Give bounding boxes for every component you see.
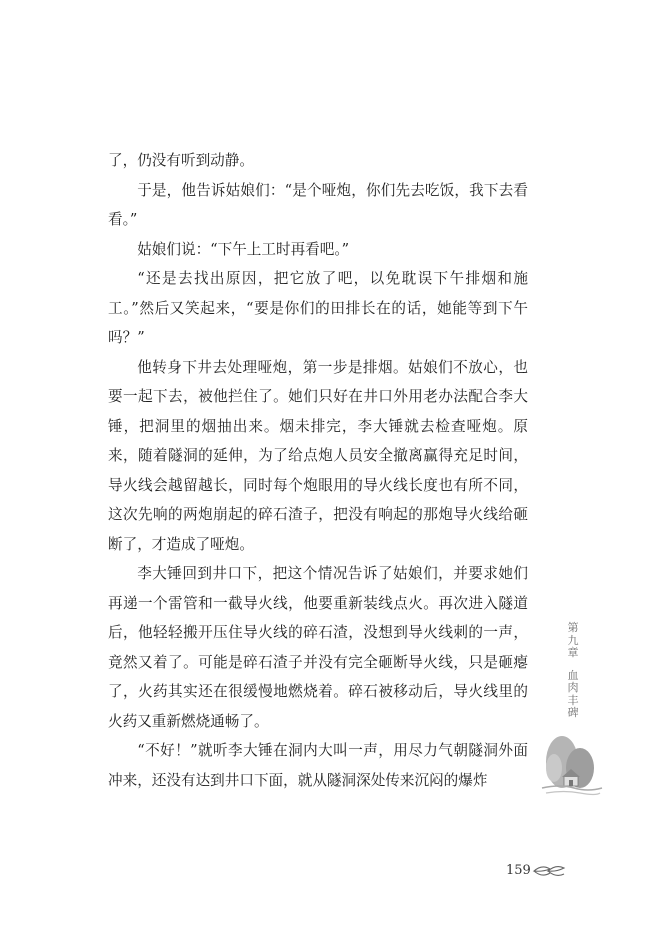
tree-house-illustration bbox=[540, 728, 604, 798]
page-number: 159 bbox=[506, 863, 531, 878]
paragraph: 于是，他告诉姑娘们：“是个哑炮，你们先去吃饭，我下去看看。” bbox=[108, 181, 528, 228]
paragraph: 了，仍没有听到动静。 bbox=[108, 152, 254, 169]
chapter-title: 血肉丰碑 bbox=[567, 668, 579, 719]
leaf-ornament-icon bbox=[532, 861, 568, 879]
paragraph: 李大锤回到井口下，把这个情况告诉了姑娘们，并要求她们再递一个雷管和一截导火线，他要重新装线点火。再次进入隧道后，他轻轻搬开压住导火线的碎石渣，没想到导火线刺的一声，竟然又着了。可能是碎石渣子并没有完全砸断导火线，只是砸瘪了，火药其实还在很缓慢地燃烧着。碎石被移动后，导火线里的火药又重新燃烧通畅了。 bbox=[108, 565, 528, 730]
running-header bbox=[566, 622, 580, 720]
paragraph: 姑娘们说：“下午上工时再看吧。” bbox=[137, 240, 350, 258]
body-text bbox=[108, 146, 528, 795]
paragraph: “还是去找出原因，把它放了吧，以免耽误下午排烟和施工。”然后又笑起来，“要是你们的田排长在的话，她能等到下午吗？” bbox=[108, 270, 528, 346]
paragraph: “不好！”就听李大锤在洞内大叫一声，用尽力气朝隧洞外面冲来，还没有达到井口下面，就从隧洞深处传来沉闷的爆炸 bbox=[108, 742, 528, 789]
paragraph: 他转身下井去处理哑炮，第一步是排烟。姑娘们不放心，也要一起下去，被他拦住了。她们只好在井口外用老办法配合李大锤，把洞里的烟抽出来。烟未排完，李大锤就去检查哑炮。原来，随着隧洞的延伸，为了给点炮人员安全撤离赢得充足时间，导火线会越留越长，同时每个炮眼用的导火线长度也有所不同，这次先响的两炮崩起的碎石渣子，把没有响起的那炮导火线给砸断了，才造成了哑炮。 bbox=[108, 358, 528, 553]
chapter-label: 第九章 bbox=[567, 621, 579, 659]
